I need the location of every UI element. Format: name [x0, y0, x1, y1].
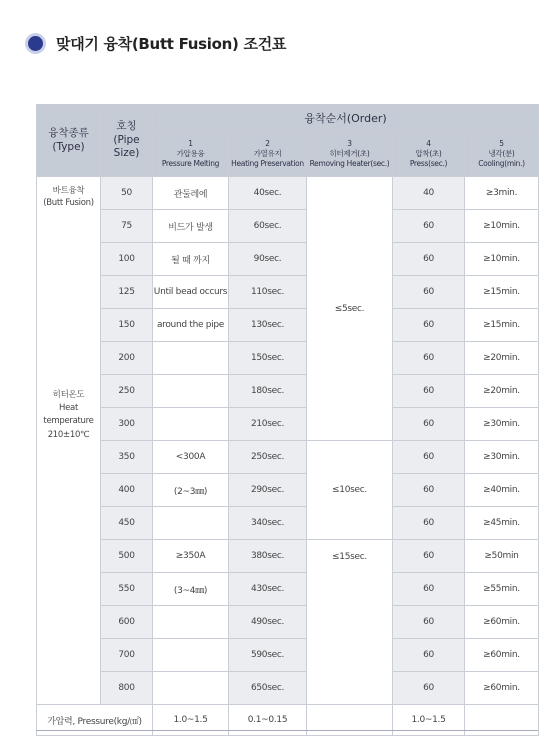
- cooling-cell: ≥30min.: [465, 441, 539, 474]
- table-row: [37, 606, 539, 639]
- size-cell: 700: [101, 639, 153, 672]
- melting-note: 관둘레에: [153, 177, 229, 210]
- press-cell: 60: [393, 441, 465, 474]
- size-cell: 150: [101, 309, 153, 342]
- size-cell: 300: [101, 408, 153, 441]
- size-cell: 550: [101, 573, 153, 606]
- size-cell: 400: [101, 474, 153, 507]
- size-cell: 350: [101, 441, 153, 474]
- table-row: [37, 243, 539, 276]
- heating-cell: 590sec.: [229, 639, 307, 672]
- size-cell: 75: [101, 210, 153, 243]
- table-row: [37, 276, 539, 309]
- cooling-cell: ≥60min.: [465, 639, 539, 672]
- cooling-cell: ≥50min: [465, 540, 539, 573]
- press-cell: 60: [393, 375, 465, 408]
- removing-cell: ≤15sec.: [307, 540, 393, 705]
- page-title: 맞대기 융착(Butt Fusion) 조건표: [56, 35, 287, 53]
- type-cell: [37, 177, 101, 705]
- melting-note: [153, 507, 229, 540]
- melting-note: around the pipe: [153, 309, 229, 342]
- size-cell: 100: [101, 243, 153, 276]
- cooling-cell: ≥55min.: [465, 573, 539, 606]
- cooling-cell: ≥15min.: [465, 309, 539, 342]
- cooling-cell: ≥60min.: [465, 672, 539, 705]
- press-cell: 60: [393, 243, 465, 276]
- press-cell: 60: [393, 573, 465, 606]
- heating-cell: 290sec.: [229, 474, 307, 507]
- table-row: [37, 474, 539, 507]
- heating-cell: 650sec.: [229, 672, 307, 705]
- size-header: 호칭 (Pipe Size): [101, 105, 153, 177]
- cooling-cell: ≥30min.: [465, 408, 539, 441]
- table-row: [37, 507, 539, 540]
- table-row: [37, 210, 539, 243]
- heating-cell: 150sec.: [229, 342, 307, 375]
- press-cell: 60: [393, 606, 465, 639]
- table-row: [37, 441, 539, 474]
- cooling-cell: ≥45min.: [465, 507, 539, 540]
- melting-note: [153, 606, 229, 639]
- removing-cell: ≤10sec.: [307, 441, 393, 540]
- size-cell: 800: [101, 672, 153, 705]
- melting-note: (3~4㎜): [153, 573, 229, 606]
- melting-note: [153, 342, 229, 375]
- size-cell: 600: [101, 606, 153, 639]
- size-cell: 500: [101, 540, 153, 573]
- heating-cell: 380sec.: [229, 540, 307, 573]
- table-row: [37, 639, 539, 672]
- butt-fusion-label-ko: 바트융착: [52, 186, 85, 196]
- table-row: [37, 408, 539, 441]
- table-row: [37, 309, 539, 342]
- heating-cell: 490sec.: [229, 606, 307, 639]
- cooling-cell: ≥60min.: [465, 606, 539, 639]
- press-cell: 60: [393, 474, 465, 507]
- press-cell: 60: [393, 540, 465, 573]
- size-cell: 50: [101, 177, 153, 210]
- table-row: [37, 375, 539, 408]
- removing-cell: ≤5sec.: [307, 177, 393, 441]
- table-row: [37, 672, 539, 705]
- melting-note: [153, 639, 229, 672]
- pressure-heating: 0.1~0.15: [229, 705, 307, 736]
- press-cell: 60: [393, 408, 465, 441]
- heat-label-en: Heat temperature: [43, 403, 94, 427]
- step-header-pressure-melting: 1 가압용융 Pressure Melting: [153, 132, 229, 177]
- pressure-melting: 1.0~1.5: [153, 705, 229, 736]
- step-header-press: 4 압착(초) Press(sec.): [393, 132, 465, 177]
- melting-note: 비드가 발생: [153, 210, 229, 243]
- press-cell: 40: [393, 177, 465, 210]
- heating-cell: 130sec.: [229, 309, 307, 342]
- heating-cell: 250sec.: [229, 441, 307, 474]
- press-cell: 60: [393, 672, 465, 705]
- cooling-cell: ≥40min.: [465, 474, 539, 507]
- heating-cell: 180sec.: [229, 375, 307, 408]
- cooling-cell: ≥20min.: [465, 375, 539, 408]
- press-cell: 60: [393, 342, 465, 375]
- cooling-cell: ≥3min.: [465, 177, 539, 210]
- bullet-icon: [28, 36, 43, 51]
- melting-note: 될 때 까지: [153, 243, 229, 276]
- press-cell: 60: [393, 276, 465, 309]
- butt-fusion-table: [36, 104, 539, 736]
- size-cell: 125: [101, 276, 153, 309]
- cooling-cell: ≥20min.: [465, 342, 539, 375]
- table-row: [37, 540, 539, 573]
- melting-note: <300A: [153, 441, 229, 474]
- press-cell: 60: [393, 309, 465, 342]
- melting-note: ≥350A: [153, 540, 229, 573]
- table-row: [37, 573, 539, 606]
- heat-value: 210±10℃: [47, 429, 90, 440]
- melting-note: Until bead occurs: [153, 276, 229, 309]
- heating-cell: 210sec.: [229, 408, 307, 441]
- heating-cell: 60sec.: [229, 210, 307, 243]
- heating-cell: 40sec.: [229, 177, 307, 210]
- melting-note: [153, 672, 229, 705]
- step-header-cooling: 5 냉각(분) Cooling(min.): [465, 132, 539, 177]
- melting-note: (2~3㎜): [153, 474, 229, 507]
- heat-label-ko: 히터온도: [52, 390, 85, 400]
- step-header-heating-preservation: 2 가열유지 Heating Preservation: [229, 132, 307, 177]
- table-row: [37, 177, 539, 210]
- press-cell: 60: [393, 210, 465, 243]
- heating-cell: 340sec.: [229, 507, 307, 540]
- heating-cell: 430sec.: [229, 573, 307, 606]
- heating-cell: 110sec.: [229, 276, 307, 309]
- bottom-divider: [36, 730, 538, 731]
- heating-cell: 90sec.: [229, 243, 307, 276]
- table-row: [37, 342, 539, 375]
- pressure-label: 가압력, Pressure(kg/㎠): [37, 705, 153, 736]
- cooling-cell: ≥10min.: [465, 210, 539, 243]
- title-row: [28, 33, 286, 54]
- melting-note: [153, 375, 229, 408]
- press-cell: 60: [393, 507, 465, 540]
- pressure-press: 1.0~1.5: [393, 705, 465, 736]
- order-header: 융착순서(Order): [153, 105, 539, 132]
- cooling-cell: ≥10min.: [465, 243, 539, 276]
- melting-note: [153, 408, 229, 441]
- press-cell: 60: [393, 639, 465, 672]
- type-header: 융착종류 (Type): [37, 105, 101, 177]
- size-cell: 250: [101, 375, 153, 408]
- step-header-removing-heater: 3 히터제거(초) Removing Heater(sec.): [307, 132, 393, 177]
- cooling-cell: ≥15min.: [465, 276, 539, 309]
- size-cell: 450: [101, 507, 153, 540]
- size-cell: 200: [101, 342, 153, 375]
- butt-fusion-label-en: (Butt Fusion): [43, 198, 94, 209]
